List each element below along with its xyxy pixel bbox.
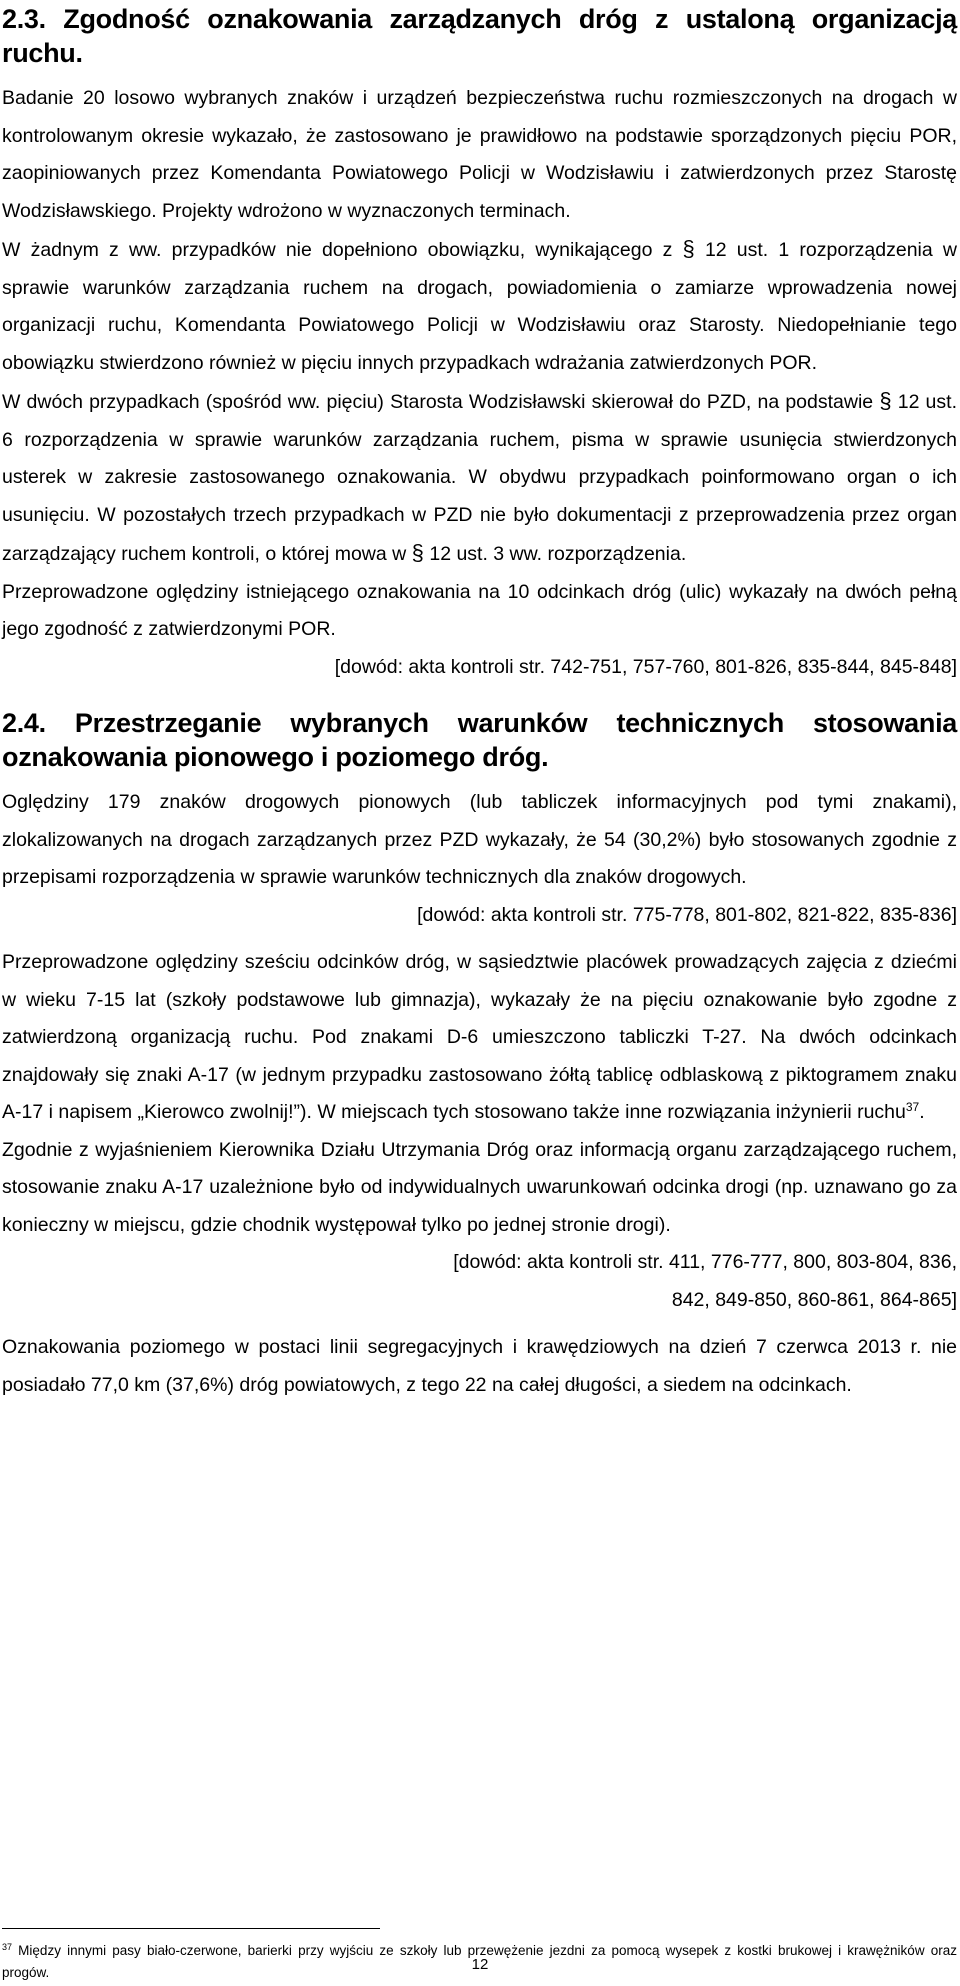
text-run: 12 ust. 1 rozporządzenia w sprawie warunków zarządzania ruchem na drogach, powiadomienia o zamiarze wprowadzenia nowej organizacji ruchu, Komendanta Powiatowego Policji w Wodzisławiu oraz Starosty. Niedopełnianie tego obowiązku stwierdzono również w pięciu innych przypadkach wdrażania zatwierdzonych POR. (2, 239, 957, 374)
page-content (2, 0, 957, 1404)
paragraph: Zgodnie z wyjaśnieniem Kierownika Działu Utrzymania Dróg oraz informacją organu zarządzającego ruchem, stosowanie znaku A-17 uzależnione było od indywidualnych uwarunkowań odcinka drogi (np. uznawano go za konieczny w miejscu, gdzie chodnik występował tylko po jednej stronie drogi). (2, 1138, 957, 1236)
evidence-reference: [dowód: akta kontroli str. 742-751, 757-760, 801-826, 835-844, 845-848] (334, 655, 957, 678)
evidence-reference: [dowód: akta kontroli str. 775-778, 801-802, 821-822, 835-836] (417, 903, 957, 926)
footnote-ref[interactable]: 37 (905, 1100, 920, 1114)
footnote-text: Między innymi pasy biało-czerwone, barierki przy wyjściu ze szkoły lub przewężenie jezdni za pomocą wysepek z kostki brukowej i krawężników oraz progów. (2, 1943, 957, 1980)
paragraph (2, 230, 957, 382)
footnote-divider (2, 1928, 380, 1929)
text-run: 12 ust. 3 ww. rozporządzenia. (429, 543, 687, 565)
section-symbol: § (879, 388, 892, 413)
text-run: 12 ust. 6 rozporządzenia w sprawie warunków zarządzania ruchem, pisma w sprawie usunięcia stwierdzonych usterek w zakresie zastosowanego oznakowania. W obydwu przypadkach poinformowano organ o ich usunięciu. W pozostałych trzech przypadkach w PZD nie było dokumentacji z przeprowadzenia przez organ zarządzający ruchem kontroli, o której mowa w (2, 391, 957, 565)
text-run: W żadnym z ww. przypadków nie dopełniono obowiązku, wynikającego z (2, 239, 673, 261)
evidence-reference: [dowód: akta kontroli str. 411, 776-777, 800, 803-804, 836, (453, 1251, 957, 1273)
paragraph (2, 382, 957, 574)
section-heading-2-4: 2.4. Przestrzeganie wybranych warunków technicznych stosowania oznakowania pionowego i poziomego dróg. (2, 708, 957, 772)
footnote-number: 37 (2, 1942, 13, 1952)
paragraph: Oględziny 179 znaków drogowych pionowych (lub tabliczek informacyjnych pod tymi znakami), zlokalizowanych na drogach zarządzanych przez PZD wykazały, że 54 (30,2%) było stosowanych zgodnie z przepisami rozporządzenia w sprawie warunków technicznych dla znaków drogowych. (2, 791, 957, 888)
evidence-reference: 842, 849-850, 860-861, 864-865] (671, 1288, 957, 1311)
section-symbol: § (411, 540, 424, 565)
page-number: 12 (471, 1956, 489, 1973)
section-symbol: § (682, 236, 695, 261)
paragraph (2, 944, 957, 1132)
section-heading-2-3: 2.3. Zgodność oznakowania zarządzanych dróg z ustaloną organizacją ruchu. (2, 4, 957, 68)
paragraph: Badanie 20 losowo wybranych znaków i urządzeń bezpieczeństwa ruchu rozmieszczonych na drogach w kontrolowanym okresie wykazało, że zastosowano je prawidłowo na podstawie sporządzonych pięciu POR, zaopiniowanych przez Komendanta Powiatowego Policji w Wodzisławiu i zatwierdzonych przez Starostę Wodzisławskiego. Projekty wdrożono w wyznaczonych terminach. (2, 87, 957, 222)
text-run: W dwóch przypadkach (spośród ww. pięciu) Starosta Wodzisławski skierował do PZD, na podstawie (2, 391, 874, 413)
text-run: . (919, 1101, 925, 1123)
paragraph: Oznakowania poziomego w postaci linii segregacyjnych i krawędziowych na dzień 7 czerwca 2013 r. nie posiadało 77,0 km (37,6%) dróg powiatowych, z tego 22 na całej długości, a siedem na odcinkach. (2, 1336, 957, 1396)
paragraph: Przeprowadzone oględziny istniejącego oznakowania na 10 odcinkach dróg (ulic) wykazały na dwóch pełną jego zgodność z zatwierdzonymi POR. (2, 580, 957, 640)
text-run: Przeprowadzone oględziny sześciu odcinków dróg, w sąsiedztwie placówek prowadzących zajęcia z dziećmi w wieku 7-15 lat (szkoły podstawowe lub gimnazja), wykazały że na pięciu oznakowanie było zgodne z zatwierdzoną organizacją ruchu. Pod znakami D-6 umieszczono tabliczki T-27. Na dwóch odcinkach znajdowały się znaki A-17 (w jednym przypadku zastosowano żółtą tablicę odblaskową z piktogramem znaku A-17 i napisem „Kierowco zwolnij!”). W miejscach tych stosowano także inne rozwiązania inżynierii ruchu (2, 951, 957, 1123)
